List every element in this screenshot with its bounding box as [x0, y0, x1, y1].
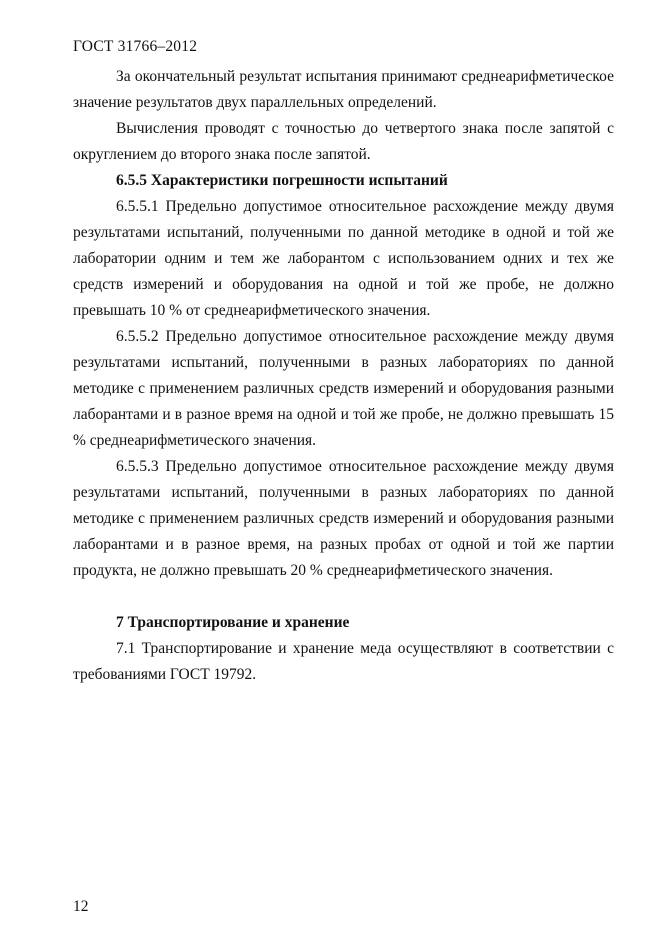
page-number: 12 [73, 898, 89, 915]
paragraph-6-5-5-1: 6.5.5.1 Предельно допустимое относительное расхождение между двумя результатами испытаний, полученными по данной методике в одной и той же лаборатории одним и тем же лаборантом с использованием одних и тех же средств измерений и оборудования на одной и той же пробе, не должно превышать 10 % от среднеарифметического значения. [73, 198, 614, 319]
section-heading-7: 7 Транспортирование и хранение [116, 614, 350, 631]
section-heading-6-5-5: 6.5.5 Характеристики погрешности испытаний [116, 172, 448, 189]
document-header: ГОСТ 31766–2012 [73, 38, 198, 55]
paragraph-final-result: За окончательный результат испытания принимают среднеарифметическое значение результатов двух параллельных определений. [73, 68, 614, 111]
section-spacer [73, 584, 614, 610]
paragraph-6-5-5-3: 6.5.5.3 Предельно допустимое относительное расхождение между двумя результатами испытаний, полученными в разных лабораториях по данной методике с применением различных средств измерений и оборудования разными лаборантами и в разное время, на разных пробах от одной и той же партии продукта, не должно превышать 20 % среднеарифметического значения. [73, 458, 614, 579]
document-body [73, 64, 614, 688]
paragraph-7-1: 7.1 Транспортирование и хранение меда осуществляют в соответствии с требованиями ГОСТ 19792. [73, 640, 614, 683]
paragraph-6-5-5-2: 6.5.5.2 Предельно допустимое относительное расхождение между двумя результатами испытаний, полученными в разных лабораториях по данной методике с применением различных средств измерений и оборудования разными лаборантами и в разное время на одной и той же пробе, не должно превышать 15 % среднеарифметического значения. [73, 328, 614, 449]
paragraph-calculation: Вычисления проводят с точностью до четвертого знака после запятой с округлением до второго знака после запятой. [73, 120, 614, 163]
